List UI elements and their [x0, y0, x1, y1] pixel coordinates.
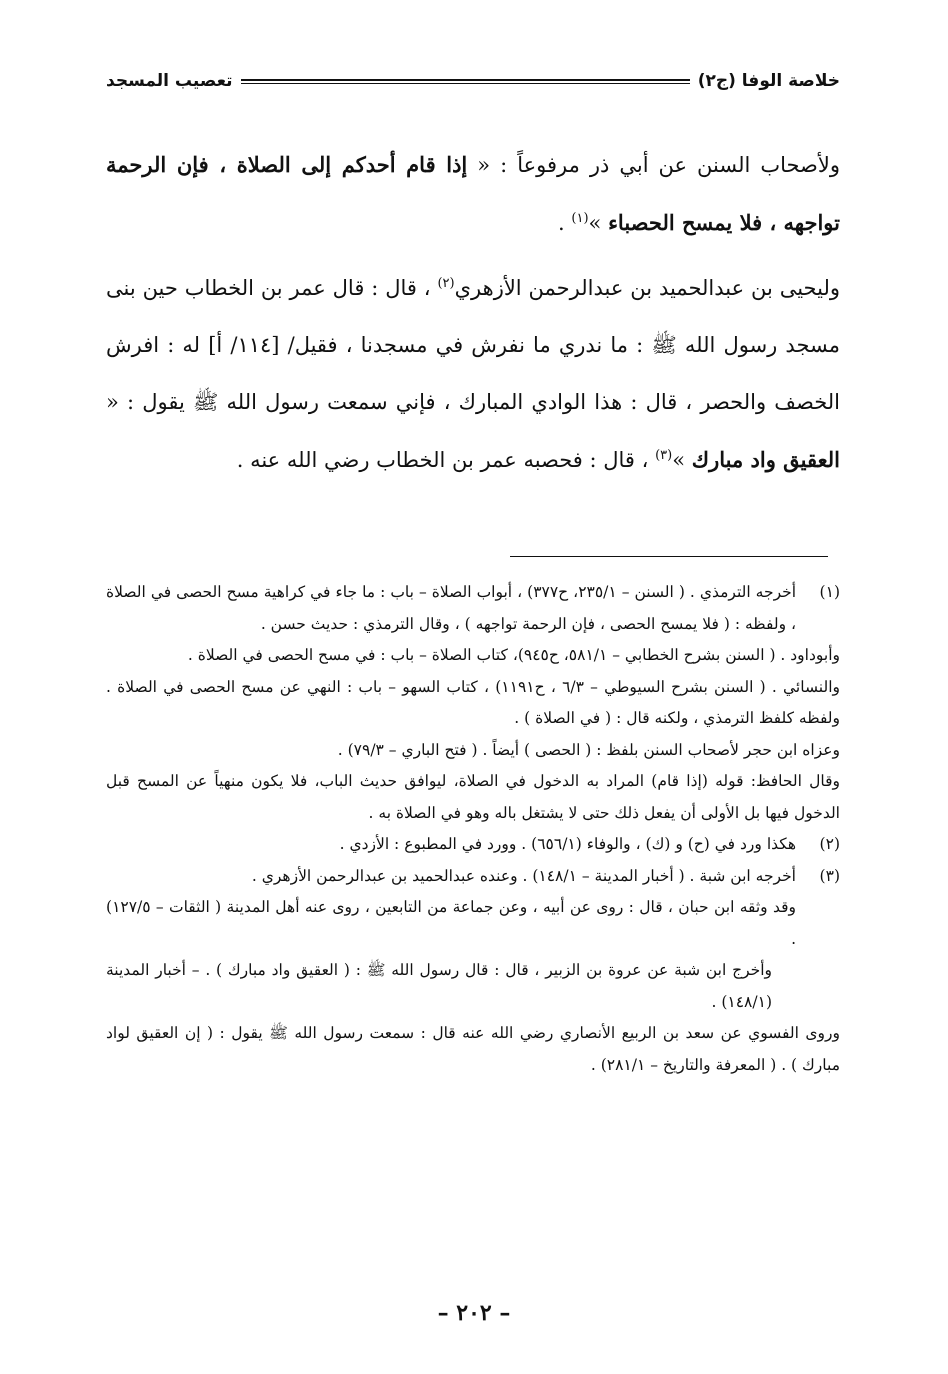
footnote-line: والنسائي . ( السنن بشرح السيوطي – ٦/٣ ، ح١١٩١) ، كتاب السهو – باب : النهي عن مسح الحصى في الصلاة . ولفظه كلفظ الترمذي ، ولكنه قال : ( في الصلاة ) .: [106, 677, 840, 727]
hadith-text: العقيق واد مبارك: [691, 447, 840, 472]
paragraph-2: [106, 260, 840, 489]
text-run: ولأصحاب السنن عن أبي ذر مرفوعاً : «: [467, 153, 841, 177]
text-run: »: [672, 448, 692, 472]
hadith-text: إذا قام أحدكم إلى الصلاة ، فإن الرحمة تواجهه ، فلا يمسح الحصباء: [106, 152, 840, 235]
footnote-ref-1: (١): [571, 211, 589, 226]
footnote-line: أخرجه الترمذي . ( السنن – ٢٣٥/١، ح٣٧٧) ، أبواب الصلاة – باب : ما جاء في كراهية مسح الحصى في الصلاة ، ولفظه : ( فلا يمسح الحصى ، فإن الرحمة تواجهه ) ، وقال الترمذي : حديث حسن .: [106, 583, 797, 633]
text-run: .: [558, 211, 572, 235]
text-run: »: [588, 211, 609, 235]
footnote-line: وقال الحافظ: قوله (إذا قام) المراد به الدخول في الصلاة، ليوافق حديث الباب، فلا يكون منهياً عن المسح قبل الدخول فيها بل الأولى أن يفعل ذلك حتى لا يشتغل باله وهو في الصلاة به .: [106, 772, 840, 822]
footnote-number: (٣): [819, 866, 840, 885]
footnote-number: (٢): [819, 835, 840, 853]
footnote-number: (١): [819, 583, 840, 601]
running-header: [106, 64, 840, 98]
section-title: تعصيب المسجد: [106, 71, 233, 91]
footnote-1: [106, 577, 840, 829]
text-run: ، قال : قال عمر بن الخطاب حين بنى مسجد رسول الله ﷺ : ما ندري ما نفرش في مسجدنا ، فقيل/ [١١٤/ أ] له : افرش الخصف والحصر ، قال : هذا الوادي المبارك ، فإني سمعت رسول الله ﷺ يقول : «: [106, 276, 840, 414]
page-number: – ٢٠٢ –: [437, 1300, 511, 1326]
footnote-separator: [510, 556, 828, 557]
footnote-line: وعزاه ابن حجر لأصحاب السنن بلفظ : ( الحصى ) أيضاً . ( فتح الباري – ٧٩/٣) .: [337, 740, 840, 759]
footnote-line: وقد وثقه ابن حبان ، قال : روى عن أبيه ، وعن جماعة من التابعين ، روى عنه أهل المدينة ( الثقات – ١٢٧/٥) .: [106, 898, 796, 948]
footnote-line: وأبوداود . ( السنن بشرح الخطابي – ٥٨١/١، ح٩٤٥)، كتاب الصلاة – باب : في مسح الحصى في الصلاة .: [187, 646, 840, 664]
header-rule: [241, 79, 690, 84]
paragraph-1: [106, 136, 840, 252]
footnotes: [106, 577, 840, 1081]
footnote-line: هكذا ورد في (ح) و (ك) ، والوفاء (٦٥٦/١) . وورد في المطبوع : الأزدي .: [339, 835, 796, 853]
text-run: ، قال : فحصبه عمر بن الخطاب رضي الله عنه .: [236, 448, 656, 472]
book-title: خلاصة الوفا (ج٢): [697, 71, 840, 91]
main-text: [106, 136, 840, 489]
footnote-line: وأخرج ابن شبة عن عروة بن الزبير ، قال : قال رسول الله ﷺ : ( العقيق واد مبارك ) . – أخبار المدينة (١٤٨/١) .: [106, 961, 772, 1011]
footnote-line: أخرجه ابن شبة . ( أخبار المدينة – ١٤٨/١) . وعنده عبدالحميد بن عبدالرحمن الأزهري .: [251, 866, 796, 885]
footnote-ref-3: (٣): [655, 448, 673, 463]
footnote-line: وروى الفسوي عن سعد بن الربيع الأنصاري رضي الله عنه قال : سمعت رسول الله ﷺ يقول : ( إن العقيق لواد مبارك ) . ( المعرفة والتاريخ – ٢٨١/١) .: [106, 1024, 840, 1074]
footnote-2: [106, 829, 840, 861]
text-run: وليحيى بن عبدالحميد بن عبدالرحمن الأزهري: [454, 276, 840, 300]
footnote-3: [106, 861, 840, 1082]
footnote-ref-2: (٢): [437, 276, 455, 291]
